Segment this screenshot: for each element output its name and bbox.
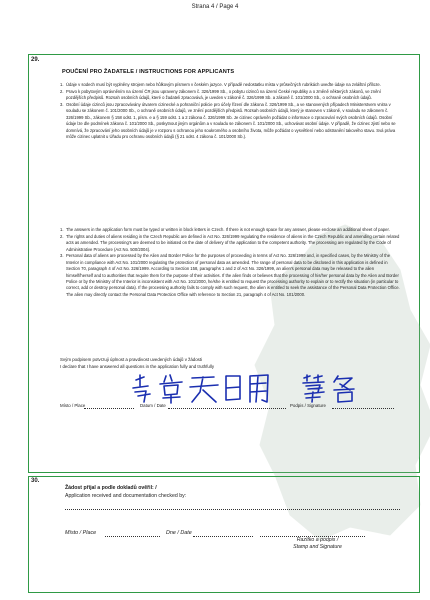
instruction-item [60,227,400,233]
instruction-number: 2. [60,233,64,239]
office-date-label: Dne / Date [166,530,192,536]
section-29-number: 29. [31,57,40,63]
date-label: Datum / Date [140,403,166,408]
received-by-label-english: Application received and documentation checked by: [65,493,187,499]
office-place-field[interactable] [105,536,160,537]
section-30-number: 30. [31,478,40,484]
instruction-number: 3. [60,102,64,107]
instruction-item [60,234,400,253]
page-number: Strana 4 / Page 4 [191,4,239,10]
instruction-text: The answers in the application form must be typed or written in block letters in Czech. If there is not enough space for any answer, please enclose an additional sheet of paper. [66,227,390,232]
place-label: Místo / Place [60,403,86,408]
signature-label: Podpis / Signature [290,403,326,408]
stamp-label-czech: Razítko a podpis / [296,537,339,543]
instructions-czech-list [60,82,400,141]
instruction-item [60,89,400,102]
office-date-field[interactable] [193,536,253,537]
declaration-czech: Svým podpisem potvrzuji úplnost a pravdivost uvedených údajů v žádosti [60,357,203,362]
instruction-text: Personal data of aliens are processed by the Alien and Border Police for the purposes of proceeding in terms of Act No. 326/1999 and, in specified cases, by the Ministry of the Interior in compliance with Act No. 101/2000 regulating the protection of personal data as amended. The range of personal data to be disclosed in this application is defined in Section 70, paragraph 4 of Act No. 326/1999. According to Section 158, paragraphs 1 and 2 of Act No. 326/1999, an alien's personal data may be released to the alien himself/herself and to authorities that require them for the purpose of their activities. If the alien finds or believes that the processing of his/her personal data by the Alien and Border Police or by the Ministry of the Interior is inconsistent with Act No. 101/2000, he/she is entitled to request the processing authority to explain or to rectify the situation (in particular to correct, add or destroy personal data). If the processing authority fails to comply with such request, the alien is entitled to seek the assistance of the Personal Data Protection Office. The alien may directly contact the Personal Data Protection Office with reference to Section 21, paragraph 4 of Act No. 101/2000. [66,253,400,297]
instruction-number: 1. [60,82,64,87]
instruction-number: 3. [60,253,64,259]
instruction-item [60,102,400,140]
instructions-title: POUČENÍ PRO ŽADATELE / INSTRUCTIONS FOR APPLICANTS [62,69,235,75]
instruction-text: Údaje v sodech musí být vyplněny strojem nebo hůlkovým písmem v českém jazyce. V případě nedostatku místa v průsečných rubrikách uveďte údaje na zvláštní příloze. [66,82,381,87]
signature-field[interactable] [332,408,394,409]
received-by-field[interactable] [65,509,400,510]
instruction-text: Osobní údaje cizinců jsou zpracovávány útvarem cizinecké a pohraniční policie pro účely řízení dle zákona č. 326/1999 Sb., a ve stanovených případech Ministerstvem vnitra v souladu se zákonem č. 101/2000 Sb., o ochraně osobních údajů, ve znění pozdějších předpisů. Rozsah osobních údajů, který je stanoven v zákoně, v souladu se zákonem č. 326/1999 Sb., zákonem § 158 odst. 1, písm. e a § 159 odst. 1 a 2 zákona č. 326/1999 Sb. Je cizinec oprávněn požádat o informace o zpracování svých osobních údajů. Osobní údaje lze dle podmínek zákona č. 101/2000 Sb., poskytnout jiným orgánům a v souladu se zákonem č. 101/2000 Sb., uchovávat osobní údaje. V případě, že cizinec zjistí nebo se domnívá, že zpracování jeho osobních údajů je v rozporu s ochranou jeho soukromého a osobního života, může požádat o vysvětlení nebo odstranění takového stavu. Svá práva může cizinec uplatnit u Úřadu pro ochranu osobních údajů (§ 21 odst. 4 zákona č. 101/2000 Sb.). [66,102,396,140]
received-by-label-czech: Žádost přijal a podle dokladů ověřil: / [65,485,157,491]
instruction-number: 1. [60,227,64,232]
instruction-number: 2. [60,88,64,94]
instructions-english-list [60,227,400,299]
place-field[interactable] [84,408,134,409]
instruction-item [60,253,400,298]
instruction-item [60,82,400,88]
stamp-label-english: Stamp and Signature [293,544,342,550]
date-field[interactable] [168,408,286,409]
instruction-text: The rights and duties of aliens residing in the Czech Republic are defined in Act No. 326/1999 regulating the residence of aliens in the Czech Republic and amending certain related acts as amended. The processing's are deemed to be initiated on the date of delivery of the application to the competent authority. The processing are regulated by the Code of Administrative Procedure (Act No. 500/2004). [66,233,400,252]
declaration-english: I declare that I have answered all questions in the application fully and truthfully [60,364,215,369]
office-place-label: Místo / Place [65,530,97,536]
instruction-text: Pravo k pobytovým oprávněním na území ČR jsou upraveny zákonem č. 326/1999 Sb., o pobytu cizinců na území České republiky a o změně některých zákonů, ve znění pozdějších předpisů. Rozsah osobních údajů, které o žadateli zpracovává, je uveden v zákoně č. 326/1999 Sb. a zákoně č. 101/2000 Sb., o ochraně osobních údajů. [66,88,381,101]
signature-row [60,403,400,411]
